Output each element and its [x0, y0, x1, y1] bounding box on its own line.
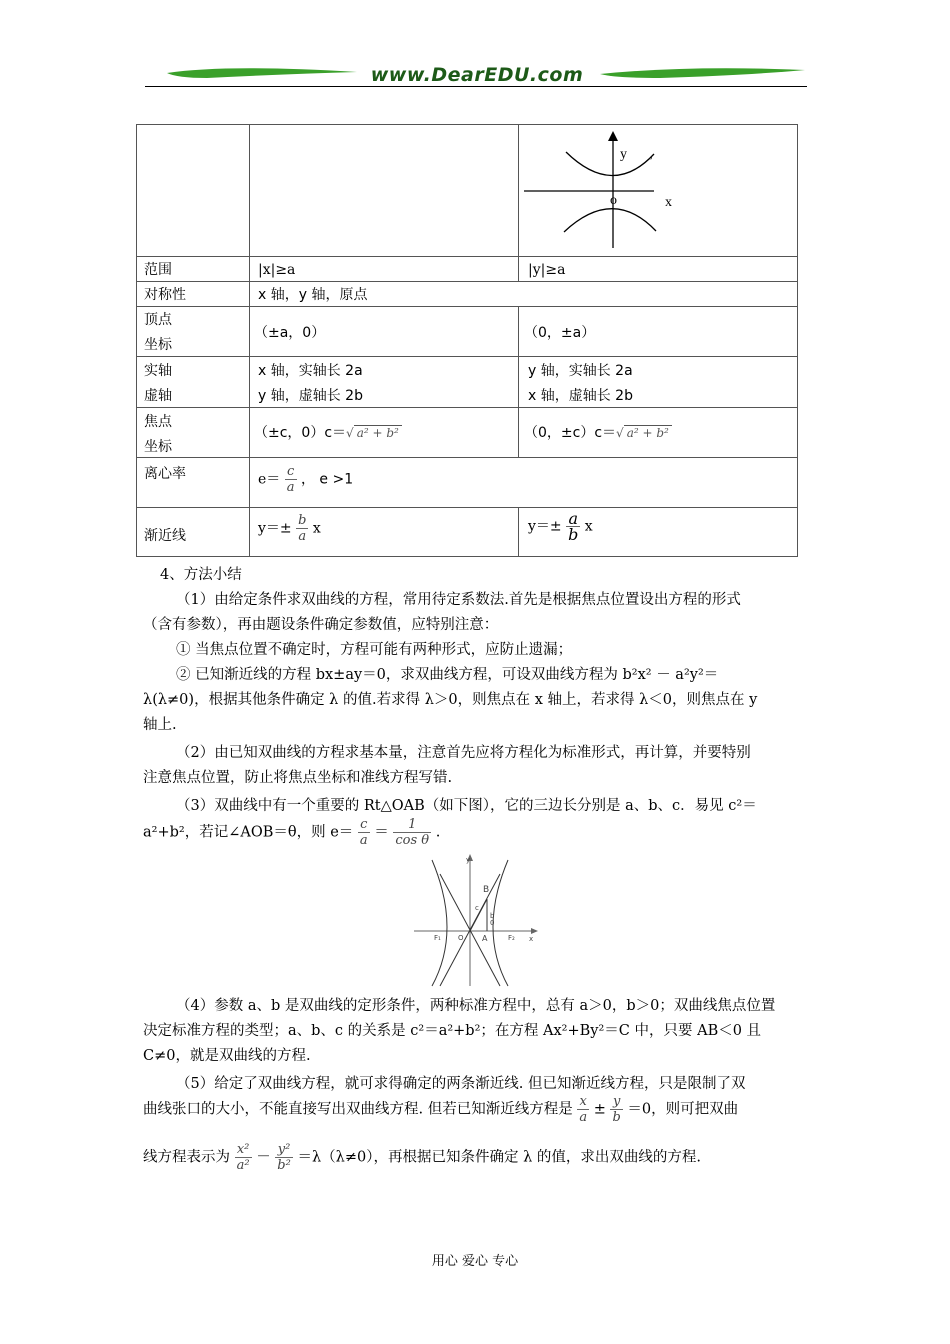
header-rule — [145, 86, 807, 87]
asymptote-left-prefix: y＝± — [258, 520, 292, 537]
para-1-line-2: （含有参数），再由题设条件确定参数值，应特别注意： — [143, 617, 499, 633]
axis-left-1: x 轴，实轴长 2a — [258, 363, 363, 379]
row-label-focus-2: 坐标 — [144, 439, 172, 455]
axis-right-2: x 轴，虚轴长 2b — [528, 388, 633, 404]
svg-text:A: A — [482, 934, 488, 943]
svg-text:O: O — [458, 934, 464, 942]
page-footer: 用心 爱心 专心 — [431, 1254, 519, 1269]
svg-text:F₁: F₁ — [434, 934, 441, 942]
focus-right: （0，±c）c＝ — [524, 425, 617, 441]
svg-text:b: b — [490, 912, 495, 920]
right-swoosh-graphic — [600, 66, 805, 80]
graph-y-label: y — [620, 147, 627, 162]
graph-origin-label: o — [610, 193, 617, 208]
focus-left: （±c，0）c＝ — [254, 425, 347, 441]
para-3-line-1: （3）双曲线中有一个重要的 Rt△OAB（如下图），它的三边长分别是 a、b、c．易见 c²＝ — [176, 798, 757, 814]
eccentricity-condition: ， e >1 — [300, 471, 354, 488]
svg-text:c: c — [475, 904, 479, 912]
vertex-right: （0，±a） — [524, 325, 596, 341]
row-label-axis-1: 实轴 — [144, 363, 172, 379]
para-3-line-2: a²+b²，若记∠AOB＝θ，则 e＝ $\frac{c}{a}$ ＝ $\frac{1}{\text{cos θ}}$ . — [143, 817, 441, 848]
svg-text:0: 0 — [490, 919, 495, 927]
para-1-line-3: ① 当焦点位置不确定时，方程可能有两种形式，应防止遗漏； — [176, 642, 573, 658]
para-5-line-3: 线方程表示为 $\frac{\text{x²}}{\text{a²}}$ － $\frac{\text{y²}}{\text{b²}}$ ＝λ（λ≠0），再根据已知条件确定 λ 的值，求出双曲线的方程. — [143, 1142, 701, 1173]
para-2-line-1: （2）由已知双曲线的方程求基本量，注意首先应将方程化为标准形式，再计算，并要特别 — [176, 745, 751, 761]
row-label-axis-2: 虚轴 — [144, 388, 172, 404]
svg-text:y: y — [466, 856, 471, 864]
para-4-line-2: 决定标准方程的类型；a、b、c 的关系是 c²＝a²+b²；在方程 Ax²+By²＝C 中，只要 AB＜0 且 — [143, 1023, 762, 1039]
para-2-line-2: 注意焦点位置，防止将焦点坐标和准线方程写错. — [143, 770, 453, 786]
row-label-eccentricity: 离心率 — [144, 466, 186, 482]
asymptote-left-fraction: $\frac{b}{a}$ — [298, 513, 307, 544]
row-label-vertex-1: 顶点 — [144, 312, 172, 328]
para-5-line-1: （5）给定了双曲线方程，就可求得确定的两条渐近线. 但已知渐近线方程，只是限制了双 — [176, 1076, 746, 1092]
para-1-line-6: 轴上. — [143, 717, 177, 733]
axis-left-2: y 轴，虚轴长 2b — [258, 388, 363, 404]
axis-right-1: y 轴，实轴长 2a — [528, 363, 633, 379]
symmetry-value: x 轴，y 轴，原点 — [258, 287, 368, 303]
asymptote-right-fraction: $\frac{a}{b}$ — [568, 509, 579, 544]
row-label-focus-1: 焦点 — [144, 414, 172, 430]
row-label-asymptote: 渐近线 — [144, 528, 186, 544]
row-label-vertex-2: 坐标 — [144, 337, 172, 353]
row-label-range: 范围 — [144, 262, 172, 278]
para-4-line-1: （4）参数 a、b 是双曲线的定形条件，两种标准方程中，总有 a＞0，b＞0；双曲线焦点位置 — [176, 998, 776, 1014]
sqrt-expression-right: √ a² + b² — [616, 425, 672, 440]
svg-text:x: x — [529, 935, 534, 943]
vertex-left: （±a，0） — [254, 325, 326, 341]
row-label-symmetry: 对称性 — [144, 287, 186, 303]
asymptote-right-prefix: y＝± — [528, 518, 562, 535]
hyperbola-y-axis-graph — [524, 128, 794, 252]
svg-text:F₂: F₂ — [508, 934, 515, 942]
para-5-line-2: 曲线张口的大小，不能直接写出双曲线方程. 但若已知渐近线方程是 $\frac{x}{a}$ ± $\frac{y}{b}$ ＝0，则可把双曲 — [143, 1094, 739, 1125]
asymptote-right-x: x — [584, 518, 593, 535]
eccentricity-fraction: $\frac{c}{a}$ — [286, 464, 295, 495]
para-1-line-4: ② 已知渐近线的方程 bx±ay＝0，求双曲线方程，可设双曲线方程为 b²x² － a²y²＝ — [176, 667, 719, 683]
svg-text:,: , — [650, 150, 653, 161]
range-right: |y|≥a — [528, 262, 566, 278]
para-4-line-3: C≠0，就是双曲线的方程. — [143, 1048, 311, 1064]
section-heading: 4、方法小结 — [160, 567, 242, 583]
left-swoosh-graphic — [167, 66, 357, 80]
site-url[interactable]: www.DearEDU.com — [370, 64, 584, 86]
page-header — [145, 58, 807, 90]
graph-x-label: x — [665, 195, 672, 210]
sqrt-expression-left: √ a² + b² — [346, 425, 402, 440]
eccentricity-prefix: e＝ — [258, 471, 281, 488]
properties-table — [136, 124, 798, 557]
range-left: |x|≥a — [258, 262, 296, 278]
para-1-line-5: λ(λ≠0)，根据其他条件确定 λ 的值.若求得 λ＞0，则焦点在 x 轴上，若求得 λ＜0，则焦点在 y — [143, 692, 758, 708]
asymptote-left-x: x — [312, 520, 321, 537]
para-1-line-1: （1）由给定条件求双曲线的方程，常用待定系数法.首先是根据焦点位置设出方程的形式 — [176, 592, 741, 608]
hyperbola-triangle-figure — [414, 852, 540, 988]
svg-text:B: B — [483, 885, 490, 895]
